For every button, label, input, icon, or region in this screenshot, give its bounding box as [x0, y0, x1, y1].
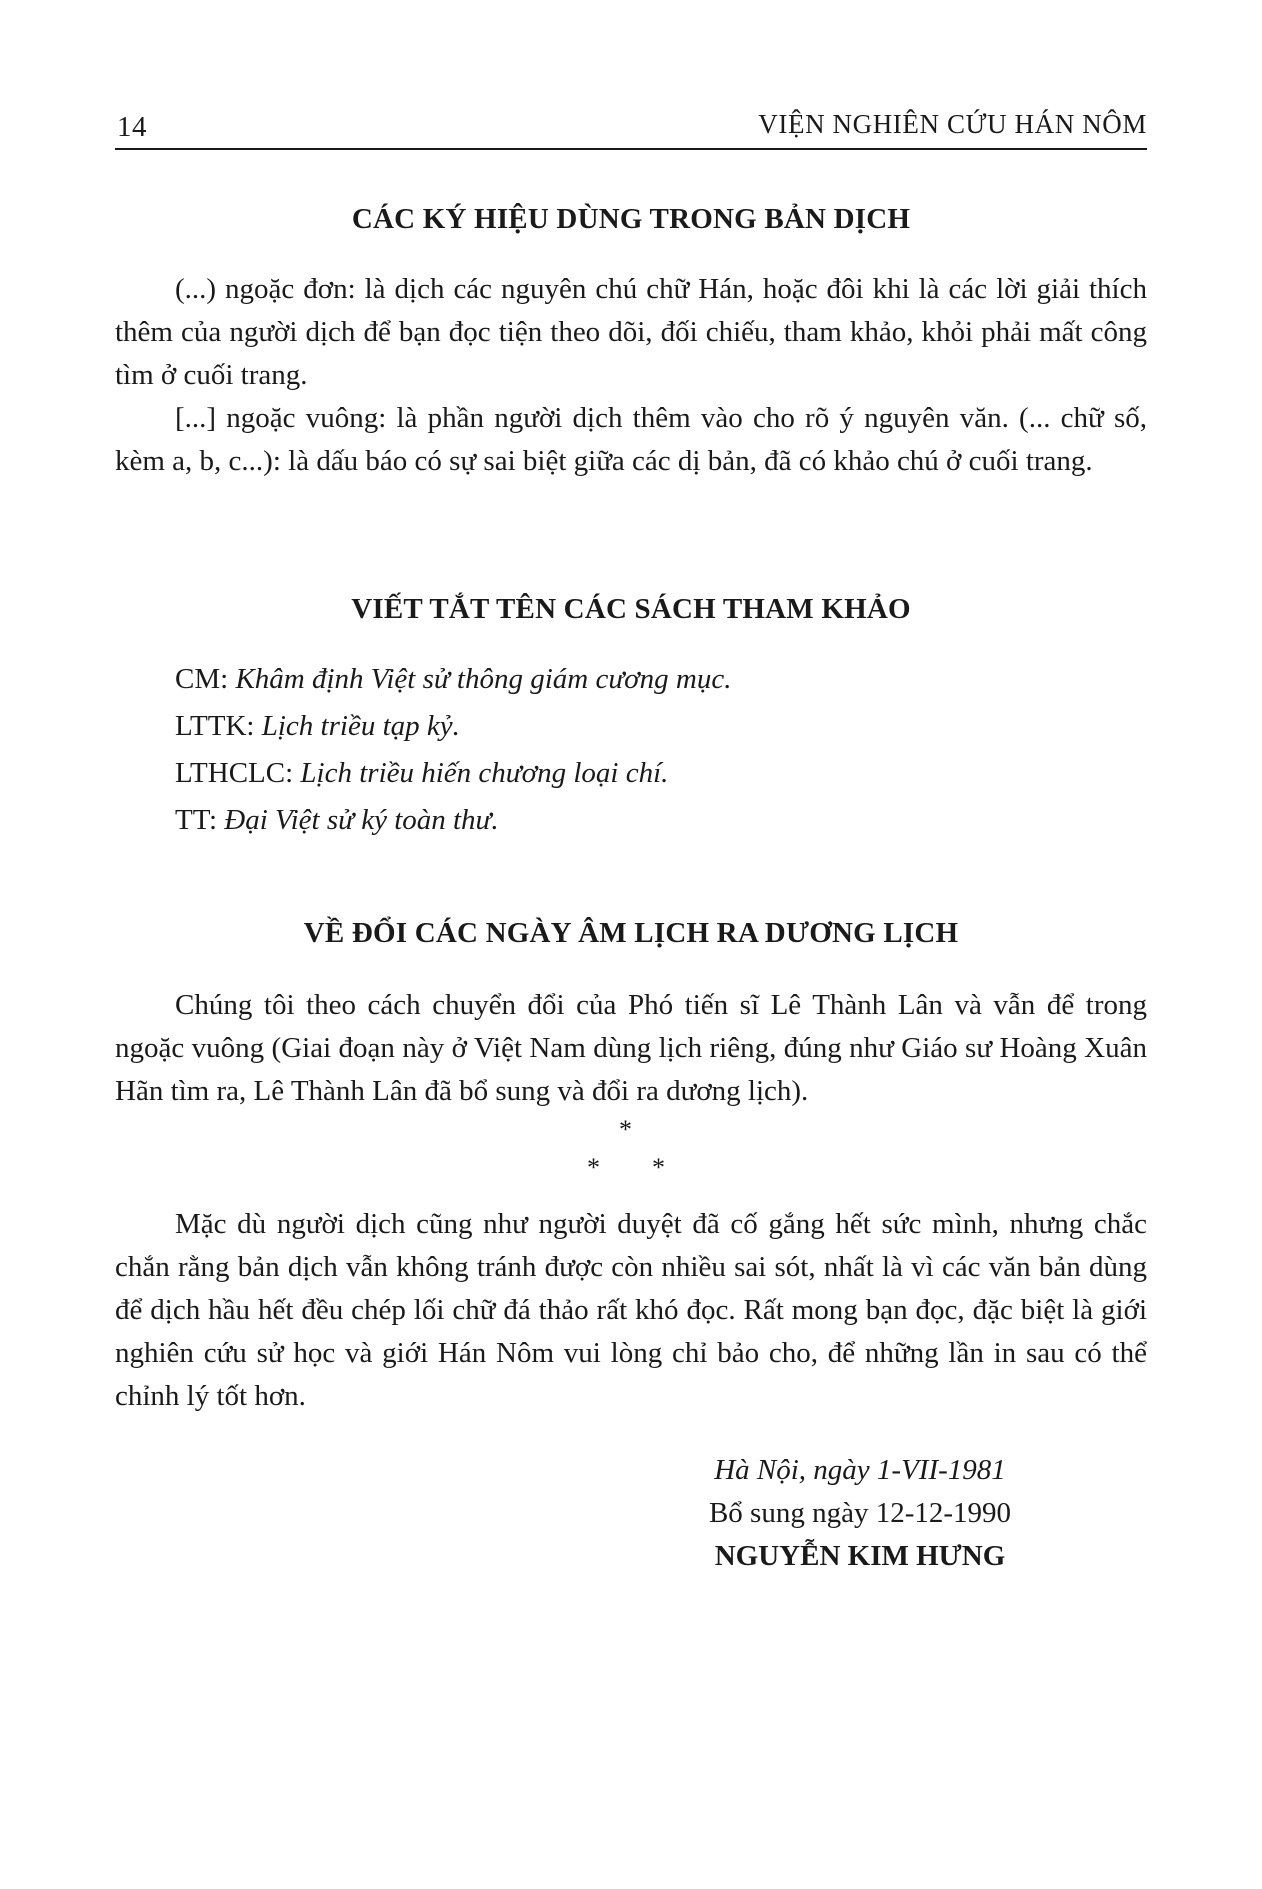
signature-supplement-date: Bổ sung ngày 12-12-1990: [708, 1497, 1012, 1529]
abbreviation-item: [175, 750, 1075, 797]
abbreviation-book-title: Khâm định Việt sử thông giám cương mục.: [235, 663, 732, 695]
paragraph-calendar: Chúng tôi theo cách chuyển đổi của Phó tiến sĩ Lê Thành Lân và vẫn để trong ngoặc vuông (Giai đoạn này ở Việt Nam dùng lịch riêng, đúng như Giáo sư Hoàng Xuân Hãn tìm ra, Lê Thành Lân đã bổ sung và đổi ra dương lịch).: [115, 989, 1147, 1107]
abbreviation-list: [175, 656, 1075, 844]
paragraph-parentheses: (...) ngoặc đơn: là dịch các nguyên chú chữ Hán, hoặc đôi khi là các lời giải thích thêm của người dịch để bạn đọc tiện theo dõi, đối chiếu, tham khảo, khỏi phải mất công tìm ở cuối trang.: [115, 273, 1147, 391]
signature-place-date: Hà Nội, ngày 1-VII-1981: [714, 1454, 1006, 1486]
abbreviation-book-title: Lịch triều hiến chương loại chí.: [300, 757, 669, 789]
section-title-calendar: VỀ ĐỔI CÁC NGÀY ÂM LỊCH RA DƯƠNG LỊCH: [303, 917, 959, 949]
paragraph-square-brackets: [...] ngoặc vuông: là phần người dịch thêm vào cho rõ ý nguyên văn. (... chữ số, kèm a, b, c...): là dấu báo có sự sai biệt giữa các dị bản, đã có khảo chú ở cuối trang.: [115, 402, 1147, 477]
abbreviation-item: [175, 703, 1075, 750]
abbreviation-code: TT:: [175, 804, 218, 836]
running-header: [115, 104, 1147, 150]
running-header-title: VIỆN NGHIÊN CỨU HÁN NÔM: [758, 109, 1147, 139]
section-title-abbreviations: VIẾT TẮT TÊN CÁC SÁCH THAM KHẢO: [351, 593, 911, 625]
signature-name: NGUYỄN KIM HƯNG: [714, 1540, 1006, 1572]
abbreviation-code: LTTK:: [175, 710, 255, 742]
page-number: 14: [117, 111, 147, 143]
ornament-star: *: [652, 1153, 665, 1182]
abbreviation-book-title: Lịch triều tạp kỷ.: [261, 710, 460, 742]
abbreviation-item: [175, 797, 1075, 844]
abbreviation-book-title: Đại Việt sử ký toàn thư.: [224, 804, 499, 836]
abbreviation-code: LTHCLC:: [175, 757, 294, 789]
section-title-symbols: CÁC KÝ HIỆU DÙNG TRONG BẢN DỊCH: [351, 203, 911, 235]
ornament-star: *: [587, 1153, 600, 1182]
section-ornament: [115, 1115, 1147, 1182]
abbreviation-code: CM:: [175, 663, 229, 695]
paragraph-closing: Mặc dù người dịch cũng như người duyệt đã cố gắng hết sức mình, nhưng chắc chắn rằng bản dịch vẫn không tránh được còn nhiều sai sót, nhất là vì các văn bản dùng để dịch hầu hết đều chép lối chữ đá thảo rất khó đọc. Rất mong bạn đọc, đặc biệt là giới nghiên cứu sử học và giới Hán Nôm vui lòng chỉ bảo cho, để những lần in sau có thể chỉnh lý tốt hơn.: [115, 1208, 1147, 1412]
abbreviation-item: [175, 656, 1075, 703]
ornament-star: *: [619, 1115, 632, 1144]
signature-block: [680, 1449, 1040, 1578]
